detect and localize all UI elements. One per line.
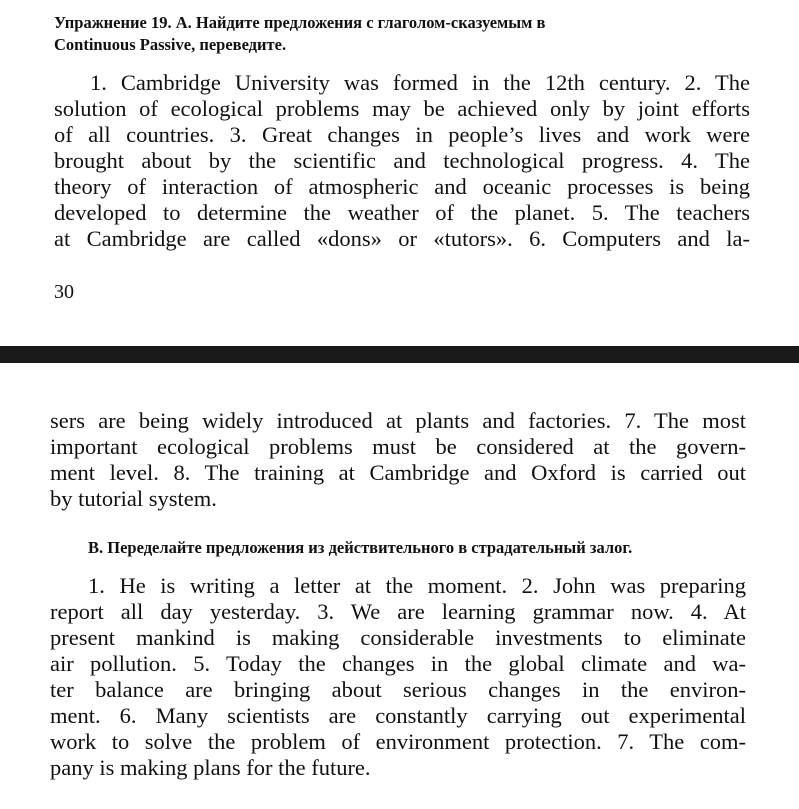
text-line: report all day yesterday. 3. We are learning grammar now. 4. At (50, 599, 746, 624)
text-line: 1. Cambridge University was formed in the 12th century. 2. The (90, 70, 750, 95)
exercise-header-line-2: Continuous Passive, переведите. (54, 35, 287, 54)
text-line: ment. 6. Many scientists are constantly carrying out experimental (50, 703, 746, 728)
text-line: of all countries. 3. Great changes in people’s lives and work were (54, 122, 750, 147)
page-number: 30 (54, 281, 74, 303)
text-line: theory of interaction of atmospheric and oceanic processes is being (54, 174, 750, 199)
text-line: pany is making plans for the future. (50, 755, 371, 780)
text-line: ment level. 8. The training at Cambridge and Oxford is carried out (50, 460, 746, 485)
text-line: developed to determine the weather of the planet. 5. The teachers (54, 200, 750, 225)
text-line: by tutorial system. (50, 486, 217, 511)
exercise-header-line-1: Упражнение 19. А. Найдите предложения с глаголом-сказуемым в (54, 13, 546, 32)
text-line: sers are being widely introduced at plants and factories. 7. The most (50, 408, 746, 433)
text-line: ter balance are bringing about serious changes in the environ- (50, 677, 746, 702)
text-line: air pollution. 5. Today the changes in the global climate and wa- (50, 651, 746, 676)
text-line: present mankind is making considerable investments to eliminate (50, 625, 746, 650)
exercise-b-header: В. Переделайте предложения из действительного в страдательный залог. (88, 538, 633, 557)
text-line: at Cambridge are called «dons» or «tutors». 6. Computers and la- (54, 226, 750, 251)
exercise-header (54, 12, 754, 56)
text-line: 1. He is writing a letter at the moment. 2. John was preparing (88, 573, 746, 598)
text-line: brought about by the scientific and technological progress. 4. The (54, 148, 750, 173)
page-break-divider (0, 346, 799, 363)
text-line: work to solve the problem of environment protection. 7. The com- (50, 729, 746, 754)
text-line: important ecological problems must be considered at the govern- (50, 434, 746, 459)
text-line: solution of ecological problems may be achieved only by joint efforts (54, 96, 750, 121)
